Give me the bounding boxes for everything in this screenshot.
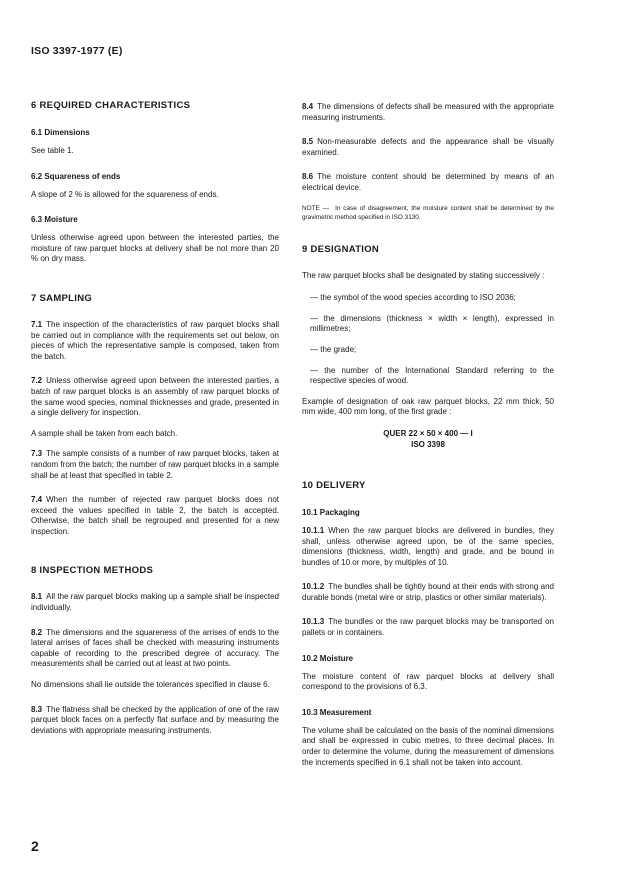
section-8-2 <box>31 628 279 670</box>
right-column <box>302 102 554 778</box>
section-9-intro: The raw parquet blocks shall be designated by stating successively : <box>302 270 545 280</box>
section-7-2-text: Unless otherwise agreed upon between the interested parties, a batch of raw parquet blocks is an assembly of raw parquet blocks of the same wood species, nominal thicknesses and grade, presented in a single delivery for inspection. <box>31 376 279 418</box>
section-8-6-number: 8.6 <box>302 172 314 182</box>
section-6-2-title: 6.2 Squareness of ends <box>31 171 121 181</box>
section-10-1-2-text: The bundles shall be tightly bound at their ends with strong and durable bonds (metal wire or strip, plastics or other similar materials). <box>302 582 554 602</box>
designation-item: — the symbol of the wood species according to ISO 2036; <box>310 293 516 303</box>
section-6-3-title: 6.3 Moisture <box>31 215 78 225</box>
note-label: NOTE — <box>302 204 330 212</box>
page-header: ISO 3397-1977 (E) <box>31 45 123 57</box>
section-10-title: 10 DELIVERY <box>302 479 366 491</box>
section-8-6-text: The moisture content should be determined by means of an electrical device. <box>302 172 554 192</box>
section-7-3-text: The sample consists of a number of raw parquet blocks, taken at random from the batch; the number of raw parquet blocks in a sample shall be at least that specified in table 2. <box>31 449 279 480</box>
left-column <box>31 100 279 746</box>
section-10-1-1-text: When the raw parquet blocks are delivered in bundles, they shall, unless otherwise agreed upon, be of the same species, dimensions (thickness, width, length) and grade, and be bound in bundles of 10 or more, by multiples of 10. <box>302 525 554 567</box>
section-9-title: 9 DESIGNATION <box>302 243 380 255</box>
section-6-2-text: A slope of 2 % is allowed for the squareness of ends. <box>31 189 219 199</box>
section-7-4-text: When the number of rejected raw parquet blocks does not exceed the values specified in table 2, the batch is accepted. Otherwise, the batch shall be regrouped and presented for a new inspection. <box>31 495 279 536</box>
section-7-4-number: 7.4 <box>31 495 43 505</box>
designation-example <box>302 428 554 450</box>
section-10-1-title: 10.1 Packaging <box>302 507 360 517</box>
section-10-1-3 <box>302 617 554 638</box>
section-6-1-text: See table 1. <box>31 146 74 155</box>
section-8-2-text2: No dimensions shall lie outside the tolerances specified in clause 6. <box>31 680 270 690</box>
section-10-2-text: The moisture content of raw parquet blocks at delivery shall correspond to the provisions of 6.3. <box>302 671 554 692</box>
section-7-3-number: 7.3 <box>31 449 43 459</box>
section-10-1-3-number: 10.1.3 <box>302 617 325 627</box>
section-9-example: Example of designation of oak raw parquet blocks, 22 mm thick, 50 mm wide, 400 mm long, of the first grade : <box>302 396 554 417</box>
section-7-2 <box>31 376 279 418</box>
section-10-1-1 <box>302 526 554 568</box>
section-7-1-text: The inspection of the characteristics of raw parquet blocks shall be carried out in compliance with the requirements set out below, on pieces of which the representative sample is composed, taken from the batch. <box>31 319 279 361</box>
section-8-1-text: All the raw parquet blocks making up a sample shall be inspected individually. <box>31 592 279 613</box>
section-6-3-text: Unless otherwise agreed upon between the interested parties, the moisture of raw parquet blocks at delivery shall be not more than 20 % on dry mass. <box>31 233 279 264</box>
section-8-5-number: 8.5 <box>302 137 314 147</box>
section-8-3 <box>31 705 279 737</box>
section-10-2-title: 10.2 Moisture <box>302 653 354 663</box>
section-8-2-number: 8.2 <box>31 627 43 637</box>
section-10-3-title: 10.3 Measurement <box>302 707 372 717</box>
section-10-1-2-number: 10.1.2 <box>302 582 325 592</box>
section-6-1-title: 6.1 Dimensions <box>31 128 90 137</box>
section-7-title: 7 SAMPLING <box>31 292 93 304</box>
section-8-4 <box>302 102 554 123</box>
section-8-title: 8 INSPECTION METHODS <box>31 565 154 577</box>
section-7-4 <box>31 495 279 537</box>
section-10-1-1-number: 10.1.1 <box>302 525 325 535</box>
section-8-3-text: The flatness shall be checked by the application of one of the raw parquet block faces on a perfectly flat surface and by measuring the deviations with appropriate measuring instruments. <box>31 704 279 735</box>
designation-item: — the number of the International Standard referring to the respective species of wood. <box>310 365 554 386</box>
designation-line-1: QUER 22 × 50 × 400 — I <box>383 428 473 438</box>
section-7-2-text2: A sample shall be taken from each batch. <box>31 428 178 438</box>
section-6-title: 6 REQUIRED CHARACTERISTICS <box>31 100 191 111</box>
note-text: In case of disagreement, the moisture content shall be determined by the gravimetric method specified in ISO 3130. <box>302 204 554 221</box>
section-8-5 <box>302 137 554 158</box>
section-8-2-text: The dimensions and the squareness of the arrises of ends to the lateral arrises of faces shall be checked with measuring instruments capable of recording to the prescribed degree of accuracy. The measurements shall be carried out at least at two points. <box>31 627 279 669</box>
designation-item: — the grade; <box>310 344 357 354</box>
designation-item: — the dimensions (thickness × width × length), expressed in millimetres; <box>310 313 554 334</box>
section-8-1 <box>31 592 279 613</box>
section-7-2-number: 7.2 <box>31 376 43 386</box>
section-10-3-text: The volume shall be calculated on the basis of the nominal dimensions and shall be expressed in cubic metres, to three decimal places. In order to determine the volume, during the measurement of dimensions the increments specified in 6.1 shall not be taken into account. <box>302 725 554 767</box>
section-8-3-number: 8.3 <box>31 704 43 714</box>
section-10-1-2 <box>302 582 554 603</box>
note <box>302 204 554 222</box>
section-8-6 <box>302 172 554 193</box>
designation-line-2: ISO 3398 <box>411 439 445 449</box>
section-7-1-number: 7.1 <box>31 319 43 329</box>
page-number: 2 <box>31 838 39 854</box>
section-8-5-text: Non-measurable defects and the appearance shall be visually examined. <box>302 137 554 157</box>
section-8-4-number: 8.4 <box>302 102 314 111</box>
section-7-3 <box>31 449 279 481</box>
section-10-1-3-text: The bundles or the raw parquet blocks may be transported on pallets or in containers. <box>302 617 554 638</box>
section-8-4-text: The dimensions of defects shall be measured with the appropriate measuring instruments. <box>302 102 554 122</box>
section-8-1-number: 8.1 <box>31 592 43 602</box>
section-7-1 <box>31 320 279 362</box>
